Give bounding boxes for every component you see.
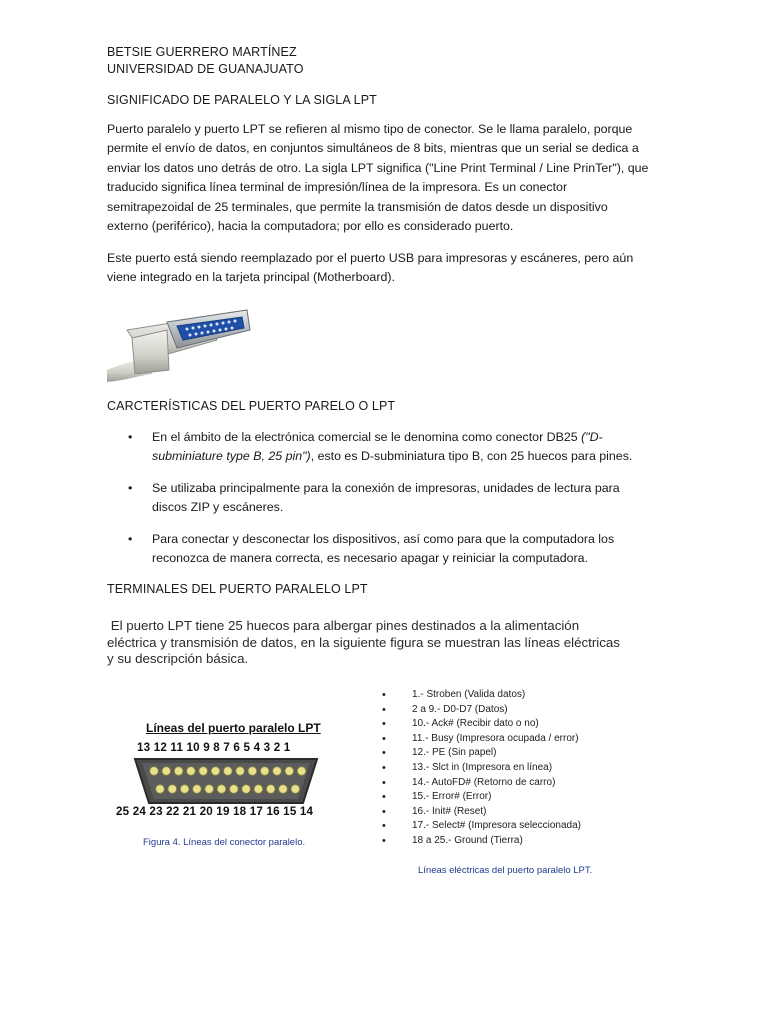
paragraph-terminales-intro xyxy=(107,618,667,668)
text-line: • Se utilizaba principalmente para la conexión de impresoras, unidades de lectura para xyxy=(152,480,620,495)
cable-illustration xyxy=(107,300,252,382)
text-run-italic: ("D- xyxy=(581,430,603,444)
list-item: • 12.- PE (Sin papel) xyxy=(378,746,581,761)
text-line: reconozca de manera correcta, es necesario apagar y reiniciar la computadora. xyxy=(152,551,588,566)
text-line: enviar los datos uno detrás de otro. La sigla LPT significa ("Line Print Terminal / Line PrinTer"), que xyxy=(107,160,649,175)
list-item: • 14.- AutoFD# (Retorno de carro) xyxy=(378,776,581,791)
section-title-significado: SIGNIFICADO DE PARALELO Y LA SIGLA LPT xyxy=(107,93,377,107)
text-line: traducido significa línea terminal de impresión/línea de la impresora. Es un conector xyxy=(107,180,568,195)
characteristics-list xyxy=(128,428,648,580)
db25-connector-diagram xyxy=(133,757,319,805)
text-line: • Para conectar y desconectar los dispositivos, así como para que la computadora los xyxy=(152,531,615,546)
text-line: discos ZIP y escáneres. xyxy=(152,500,284,515)
pin-description-list xyxy=(378,688,581,849)
text-line: eléctrica y transmisión de datos, en la siguiente figura se muestran las líneas eléctricas xyxy=(107,634,620,650)
text-line: El puerto LPT tiene 25 huecos para albergar pines destinados a la alimentación xyxy=(107,618,580,633)
paragraph-lpt-definition xyxy=(107,120,667,236)
parallel-cable-image xyxy=(107,300,252,382)
text-line: externo (periférico), hacia la computadora; por ello es considerado puerto. xyxy=(107,219,514,234)
text-line: permite el envío de datos, en conjuntos simultáneos de 8 bits, mientras que un serial se dedica a xyxy=(107,141,639,156)
list-item: • 2 a 9.- D0-D7 (Datos) xyxy=(378,703,581,718)
pins-caption: Líneas eléctricas del puerto paralelo LPT. xyxy=(418,865,593,876)
text-line: y su descripción básica. xyxy=(107,651,249,666)
list-item: • 18 a 25.- Ground (Tierra) xyxy=(378,834,581,849)
university-name: UNIVERSIDAD DE GUANAJUATO xyxy=(107,62,304,76)
figure-caption: Figura 4. Líneas del conector paralelo. xyxy=(143,837,306,848)
text-line: semitrapezoidal de 25 terminales, que permite la transmisión de datos desde un dispositivo xyxy=(107,199,608,214)
list-item: • 11.- Busy (Impresora ocupada / error) xyxy=(378,732,581,747)
list-item xyxy=(128,428,648,467)
text-line xyxy=(152,447,648,466)
connector-figure xyxy=(108,715,343,855)
text-line: viene integrado en la tarjeta principal (Motherboard). xyxy=(107,270,395,285)
list-item: • 10.- Ack# (Recibir dato o no) xyxy=(378,717,581,732)
list-item: • 16.- Init# (Reset) xyxy=(378,805,581,820)
text-run: , esto es D-subminiatura tipo B, con 25 huecos para pines. xyxy=(310,449,633,464)
author-name: BETSIE GUERRERO MARTÍNEZ xyxy=(107,45,297,59)
paragraph-usb-replacement xyxy=(107,249,667,288)
text-line xyxy=(152,428,648,447)
list-item: • 17.- Select# (Impresora seleccionada) xyxy=(378,819,581,834)
list-item: • 13.- Slct in (Impresora en línea) xyxy=(378,761,581,776)
figure-title: Líneas del puerto paralelo LPT xyxy=(146,721,321,735)
top-pin-numbers: 13 12 11 10 9 8 7 6 5 4 3 2 1 xyxy=(137,741,291,754)
list-item xyxy=(128,530,648,569)
list-item: • 15.- Error# (Error) xyxy=(378,790,581,805)
text-run: En el ámbito de la electrónica comercial se le denomina como conector DB25 xyxy=(152,430,582,444)
section-title-terminales: TERMINALES DEL PUERTO PARALELO LPT xyxy=(107,582,368,596)
bottom-pin-numbers: 25 24 23 22 21 20 19 18 17 16 15 14 xyxy=(116,805,314,818)
section-title-caracteristicas: CARCTERÍSTICAS DEL PUERTO PARELO O LPT xyxy=(107,399,396,413)
list-item xyxy=(128,479,648,518)
list-item: • 1.- Stroben (Valida datos) xyxy=(378,688,581,703)
text-line: Puerto paralelo y puerto LPT se refieren al mismo tipo de conector. Se le llama paralelo, porque xyxy=(107,122,633,136)
text-run-italic: subminiature type B, 25 pin") xyxy=(152,449,311,464)
text-line: Este puerto está siendo reemplazado por el puerto USB para impresoras y escáneres, pero aún xyxy=(107,251,634,265)
